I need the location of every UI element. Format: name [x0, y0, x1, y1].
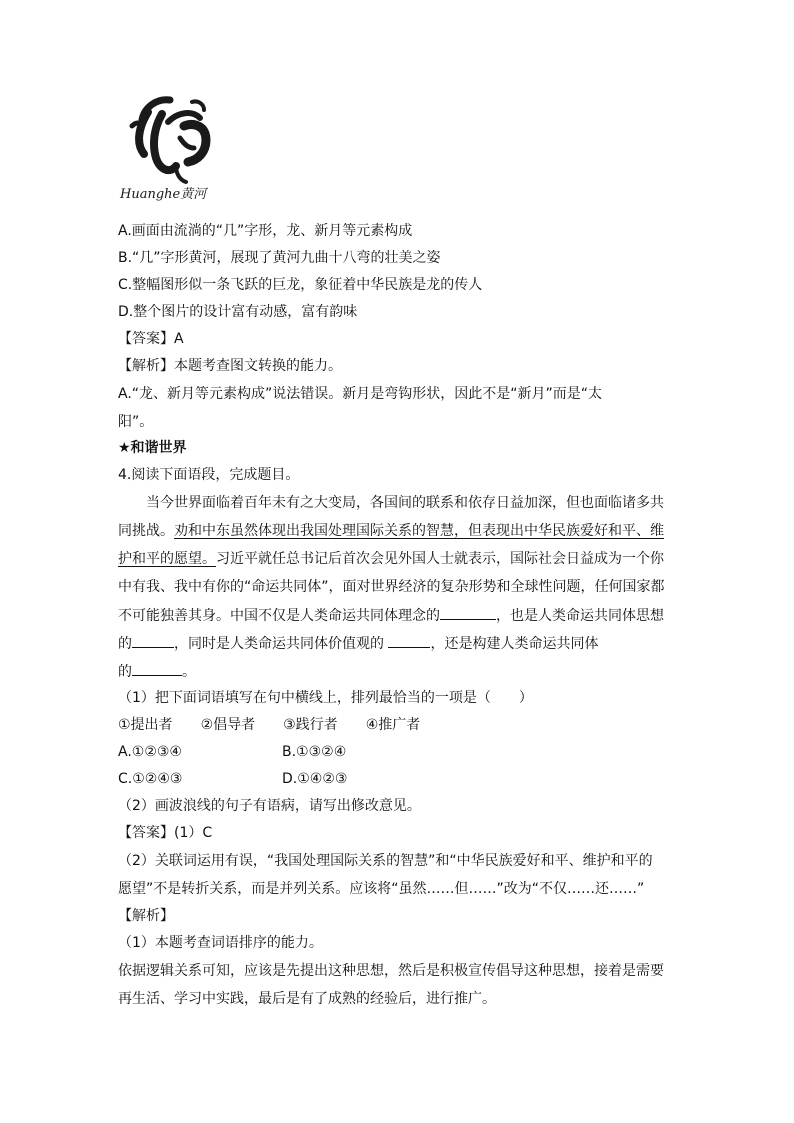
choice-d: D.①④②③: [282, 771, 348, 787]
analysis-q3-line2: 阳”。: [118, 414, 154, 430]
option-c: C.整幅图形似一条飞跃的巨龙，象征着中华民族是龙的传人: [118, 277, 483, 293]
answer-q4-part2-line1: （2）关联词运用有误，“我国处理国际关系的智慧”和“中华民族爱好和平、维护和平的: [118, 853, 653, 869]
option-a: A.画面由流淌的“几”字形，龙、新月等元素构成: [118, 223, 413, 239]
choice-b: B.①③②④: [282, 744, 347, 760]
q4-text: 的: [118, 636, 132, 652]
section-title: ★和谐世界: [118, 440, 187, 456]
choice-a: A.①②③④: [118, 744, 182, 760]
q4-paragraph-line6: [118, 633, 598, 654]
option-d: D.整个图片的设计富有动感，富有韵味: [118, 304, 358, 320]
q4-text: 同挑战。: [118, 523, 174, 539]
analysis-q4-title: 【解析】: [118, 908, 174, 924]
answer-q3: 【答案】A: [118, 331, 184, 347]
q4-text: ，同时是人类命运共同体价值观的: [174, 636, 389, 652]
q4-text: ，也是人类命运共同体思想: [496, 608, 664, 624]
choice-c: C.①②④③: [118, 771, 183, 787]
wavy-underlined-sentence: 劝和中东虽然体现出我国处理国际关系的智慧，但表现出中华民族爱好和平、维: [174, 523, 664, 539]
q4-sub1: （1）把下面词语填写在句中横线上，排列最恰当的一项是（ ）: [118, 690, 533, 706]
word-1: ①提出者: [118, 717, 173, 733]
fill-blank-3[interactable]: [388, 633, 430, 648]
analysis-q4-line2: 依据逻辑关系可知，应该是先提出这种思想，然后是积极宣传倡导这种思想，接着是需要: [118, 963, 664, 979]
choice-row-2: [118, 769, 182, 789]
q4-paragraph-line4: 中有我、我中有你的“命运共同体”，面对世界经济的复杂形势和全球性问题，任何国家都: [118, 579, 665, 595]
q4-text: ，还是构建人类命运共同体: [430, 636, 599, 652]
analysis-q4-line3: 再生活、学习中实践，最后是有了成熟的经验后，进行推广。: [118, 991, 496, 1007]
analysis-q4-line1: （1）本题考查词语排序的能力。: [118, 935, 323, 951]
word-3: ③践行者: [283, 717, 338, 733]
q4-text: 习近平就任总书记后首次会见外国人士就表示，国际社会日益成为一个你: [216, 551, 664, 567]
q4-paragraph-line2: [118, 521, 664, 541]
fill-blank-4[interactable]: [132, 661, 182, 676]
fill-blank-1[interactable]: [440, 605, 496, 620]
q4-prompt: 4.阅读下面语段，完成题目。: [118, 467, 300, 483]
q4-text: 的: [118, 664, 132, 680]
analysis-q3-line1: A.“龙、新月等元素构成”说法错误。新月是弯钩形状，因此不是“新月”而是“太: [118, 386, 603, 402]
huanghe-logo-image: [118, 82, 238, 210]
q4-text: 不可能独善其身。中国不仅是人类命运共同体理念的: [118, 608, 440, 624]
analysis-q3-title: 【解析】本题考查图文转换的能力。: [118, 358, 342, 374]
q4-sub2: （2）画波浪线的句子有语病，请写出修改意见。: [118, 798, 421, 814]
q4-text: 。: [182, 664, 196, 680]
word-4: ④推广者: [365, 717, 421, 733]
wavy-underlined-sentence-end: 护和平的愿望。: [118, 551, 216, 567]
choice-row-1: [118, 742, 182, 762]
answer-q4-part1: 【答案】(1）C: [118, 825, 213, 841]
q4-paragraph-line5: [118, 605, 664, 626]
option-b: B.“几”字形黄河，展现了黄河九曲十八弯的壮美之姿: [118, 250, 441, 266]
answer-q4-part2-line2: 愿望”不是转折关系，而是并列关系。应该将“虽然……但……”改为“不仅……还……”: [118, 881, 645, 897]
logo-brand-text: Huanghe黄河: [120, 187, 207, 202]
word-2: ②倡导者: [200, 717, 256, 733]
word-list: [118, 715, 420, 735]
q4-paragraph-line1: 当今世界面临着百年未有之大变局，各国间的联系和依存日益加深，但也面临诸多共: [146, 495, 664, 511]
fill-blank-2[interactable]: [132, 633, 174, 648]
q4-paragraph-line3: [118, 549, 664, 569]
q4-paragraph-line7: [118, 661, 196, 682]
